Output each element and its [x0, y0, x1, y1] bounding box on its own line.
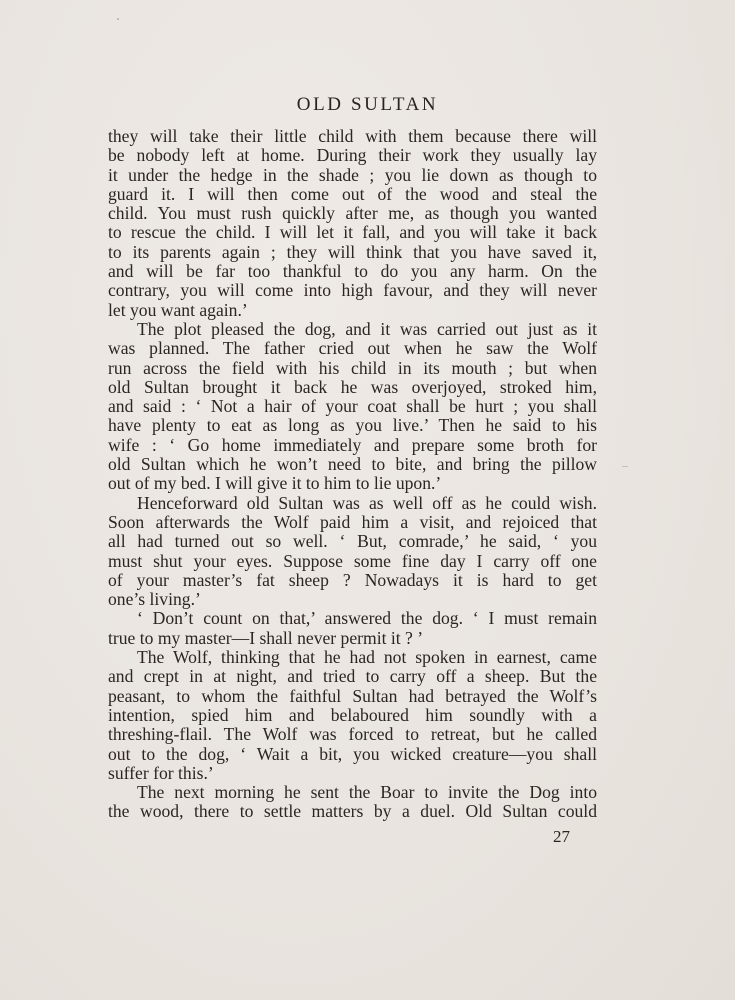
text-line: guard it. I will then come out of the wood and steal the [108, 183, 597, 204]
text-line: was planned. The father cried out when he saw the Wolf [108, 338, 597, 359]
text-line: Soon afterwards the Wolf paid him a visit, and rejoiced that [108, 511, 597, 532]
text-line: have plenty to eat as long as you live.’ Then he said to his [108, 415, 597, 436]
text-line: The plot pleased the dog, and it was carried out just as it [137, 318, 597, 339]
paper-speck [117, 18, 119, 20]
text-line: and said : ‘ Not a hair of your coat shall be hurt ; you shall [108, 396, 597, 417]
text-line: child. You must rush quickly after me, as though you wanted [108, 203, 597, 224]
running-title: OLD SULTAN [296, 94, 439, 115]
text-line: they will take their little child with them because there will [108, 126, 597, 146]
text-line: Henceforward old Sultan was as well off as he could wish. [137, 492, 597, 513]
text-line: to its parents again ; they will think that you have saved it, [108, 241, 597, 262]
text-line: threshing-flail. The Wolf was forced to retreat, but he called [108, 724, 597, 745]
text-line: out to the dog, ‘ Wait a bit, you wicked creature—you shall [108, 743, 597, 764]
text-line: all had turned out so well. ‘ But, comrade,’ he said, ‘ you [108, 531, 597, 552]
text-line: and will be far too thankful to do you any harm. On the [108, 261, 597, 282]
text-line: run across the field with his child in its mouth ; but when [108, 357, 597, 378]
text-line: old Sultan which he won’t need to bite, and bring the pillow [108, 454, 597, 475]
text-line: of your master’s fat sheep ? Nowadays it is hard to get [108, 569, 597, 590]
text-line: contrary, you will come into high favour, and they will never [108, 280, 597, 301]
paper-speck [622, 466, 628, 467]
text-line: must shut your eyes. Suppose some fine day I carry off one [108, 550, 597, 571]
text-line: The next morning he sent the Boar to invite the Dog into [137, 782, 597, 803]
text-line: peasant, to whom the faithful Sultan had betrayed the Wolf’s [108, 685, 597, 706]
page-number: 27 [553, 827, 570, 846]
text-line: ‘ Don’t count on that,’ answered the dog. ‘ I must remain [137, 608, 597, 629]
text-line: intention, spied him and belaboured him soundly with a [108, 704, 597, 725]
text-line: be nobody left at home. During their work they usually lay [108, 145, 597, 166]
text-line: the wood, there to settle matters by a duel. Old Sultan could [108, 801, 597, 822]
text-line: to rescue the child. I will let it fall, and you will take it back [108, 222, 597, 243]
text-line: out of my bed. I will give it to him to lie upon.’ [108, 473, 442, 494]
text-line: The Wolf, thinking that he had not spoken in earnest, came [137, 647, 597, 668]
text-line: one’s living.’ [108, 589, 201, 610]
text-line: let you want again.’ [108, 299, 248, 320]
text-line: wife : ‘ Go home immediately and prepare some broth for [108, 434, 597, 455]
text-line: true to my master—I shall never permit it ? ’ [108, 627, 424, 648]
text-line: and crept in at night, and tried to carry off a sheep. But the [108, 666, 597, 687]
text-line: it under the hedge in the shade ; you lie down as though to [108, 164, 597, 185]
text-line: suffer for this.’ [108, 762, 214, 783]
text-line: old Sultan brought it back he was overjoyed, stroked him, [108, 376, 597, 397]
body-text [108, 127, 597, 822]
